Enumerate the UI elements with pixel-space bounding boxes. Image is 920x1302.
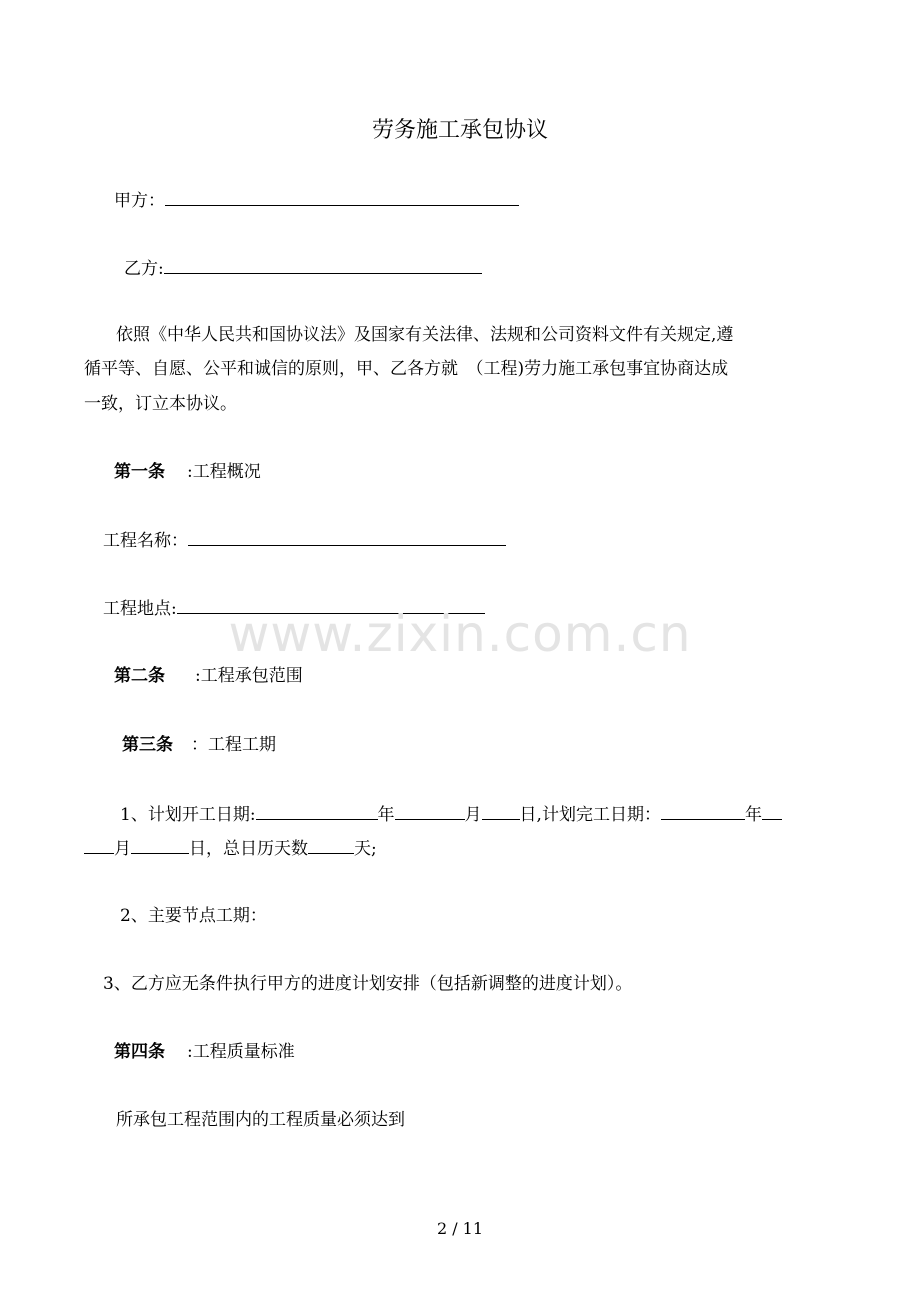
intro-line-1: 依照《中华人民共和国协议法》及国家有关法律、法规和公司资料文件有关规定,遵 (116, 325, 734, 345)
finish-month-blank-start (762, 802, 782, 820)
article-2-title: :工程承包范围 (195, 666, 303, 686)
article-3 (122, 733, 276, 757)
watermark: www.zixin.com.cn (228, 605, 692, 663)
article-3-heading: 第三条 (122, 735, 173, 755)
start-month-blank (395, 802, 465, 820)
schedule-item-2: 2、主要节点工期： (120, 906, 267, 926)
finish-date-label: 日,计划完工日期： (519, 805, 661, 825)
party-a-blank (165, 188, 519, 206)
total-days-unit: 天; (354, 839, 377, 859)
article-1-title: :工程概况 (187, 462, 261, 482)
intro-line-2: 循平等、自愿、公平和诚信的原则，甲、乙各方就 （工程)劳力施工承包事宜协商达成 (84, 359, 729, 379)
intro-line-3: 一致，订立本协议。 (84, 394, 237, 414)
page-number: 2 / 11 (436, 1219, 484, 1238)
party-a-label: 甲方： (114, 191, 165, 211)
party-b-line (124, 256, 482, 281)
schedule-item-1-cont (84, 836, 377, 861)
project-name-line (103, 528, 506, 553)
document-title: 劳务施工承包协议 (371, 118, 548, 143)
project-site-label: 工程地点: (103, 599, 177, 619)
start-month-unit: 月 (464, 805, 482, 825)
start-day-blank (482, 802, 520, 820)
start-year-unit: 年 (377, 805, 395, 825)
project-name-blank (188, 528, 506, 546)
start-year-blank (256, 802, 378, 820)
article-1 (114, 460, 261, 484)
party-a-line (114, 188, 519, 213)
finish-day-blank (131, 836, 189, 854)
party-b-blank (164, 256, 482, 274)
finish-month-blank-end (84, 836, 114, 854)
project-name-label: 工程名称： (103, 531, 188, 551)
start-date-label: 1、计划开工日期: (120, 805, 256, 825)
article-3-title: ：工程工期 (191, 735, 276, 755)
article-2 (114, 664, 303, 688)
article-1-heading: 第一条 (114, 462, 165, 482)
article-4 (114, 1040, 295, 1064)
finish-year-blank (661, 802, 745, 820)
total-days-blank (308, 836, 354, 854)
article-2-heading: 第二条 (114, 666, 165, 686)
schedule-item-3: 3、乙方应无条件执行甲方的进度计划安排（包括新调整的进度计划）。 (103, 974, 633, 994)
quality-text: 所承包工程范围内的工程质量必须达到 (116, 1110, 405, 1130)
article-4-heading: 第四条 (114, 1042, 165, 1062)
party-b-label: 乙方: (124, 259, 164, 279)
schedule-item-1 (120, 802, 782, 827)
article-4-title: :工程质量标准 (187, 1042, 295, 1062)
total-days-label: 日，总日历天数 (189, 839, 308, 859)
finish-year-unit: 年 (744, 805, 762, 825)
finish-month-unit: 月 (114, 839, 131, 859)
